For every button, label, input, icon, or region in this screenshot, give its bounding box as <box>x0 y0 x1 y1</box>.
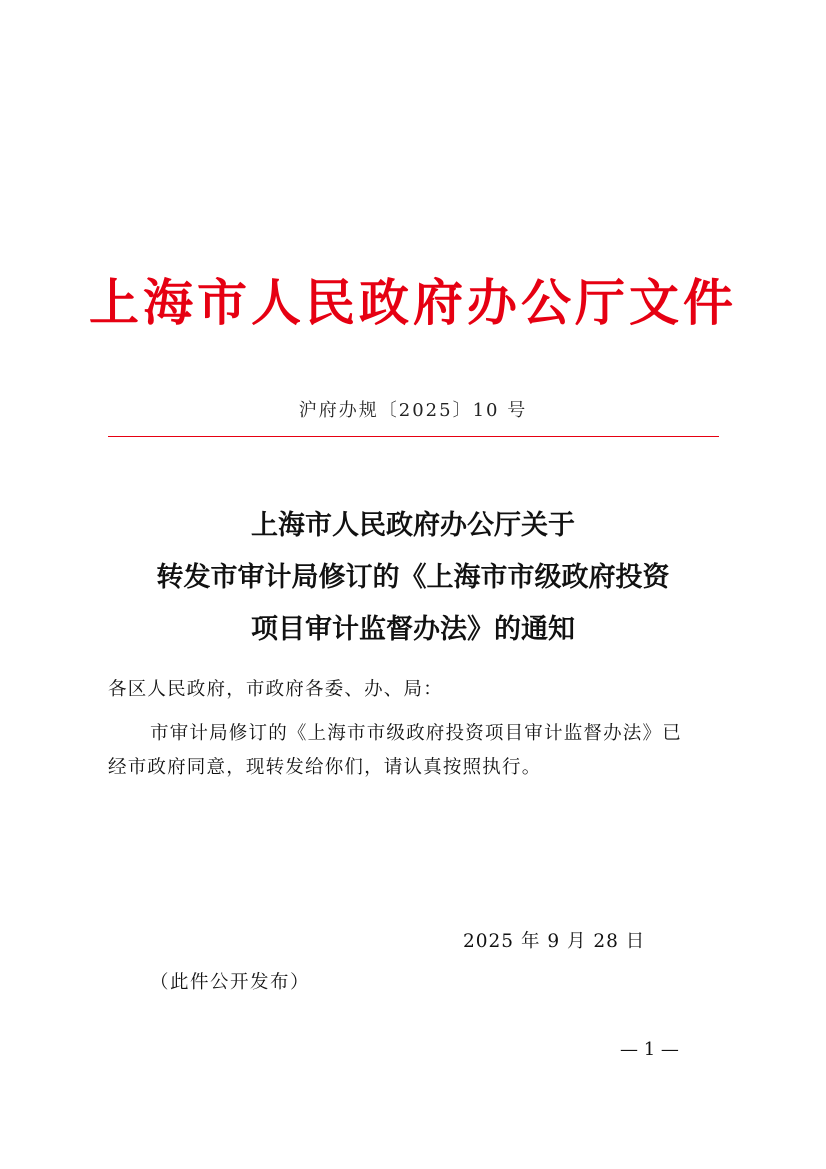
page-number: — 1 — <box>620 1039 679 1060</box>
issue-date: 2025 年 9 月 28 日 <box>463 931 646 952</box>
addressee-line: 各区人民政府，市政府各委、办、局： <box>108 679 443 700</box>
red-divider-line <box>108 436 719 437</box>
issuer-header-title: 上海市人民政府办公厅文件 <box>89 273 737 332</box>
notice-title-line-2: 转发市审计局修订的《上海市市级政府投资 <box>156 562 670 593</box>
notice-title <box>0 500 826 656</box>
body-paragraph-line-2: 经市政府同意，现转发给你们，请认真按照执行。 <box>108 757 542 778</box>
notice-title-line-1: 上海市人民政府办公厅关于 <box>251 510 575 541</box>
notice-title-line-3: 项目审计监督办法》的通知 <box>251 614 575 645</box>
document-number: 沪府办规〔2025〕10 号 <box>298 400 528 421</box>
body-paragraph-line-1: 市审计局修订的《上海市市级政府投资项目审计监督办法》已 <box>150 723 682 744</box>
publication-note: （此件公开发布） <box>150 972 311 993</box>
